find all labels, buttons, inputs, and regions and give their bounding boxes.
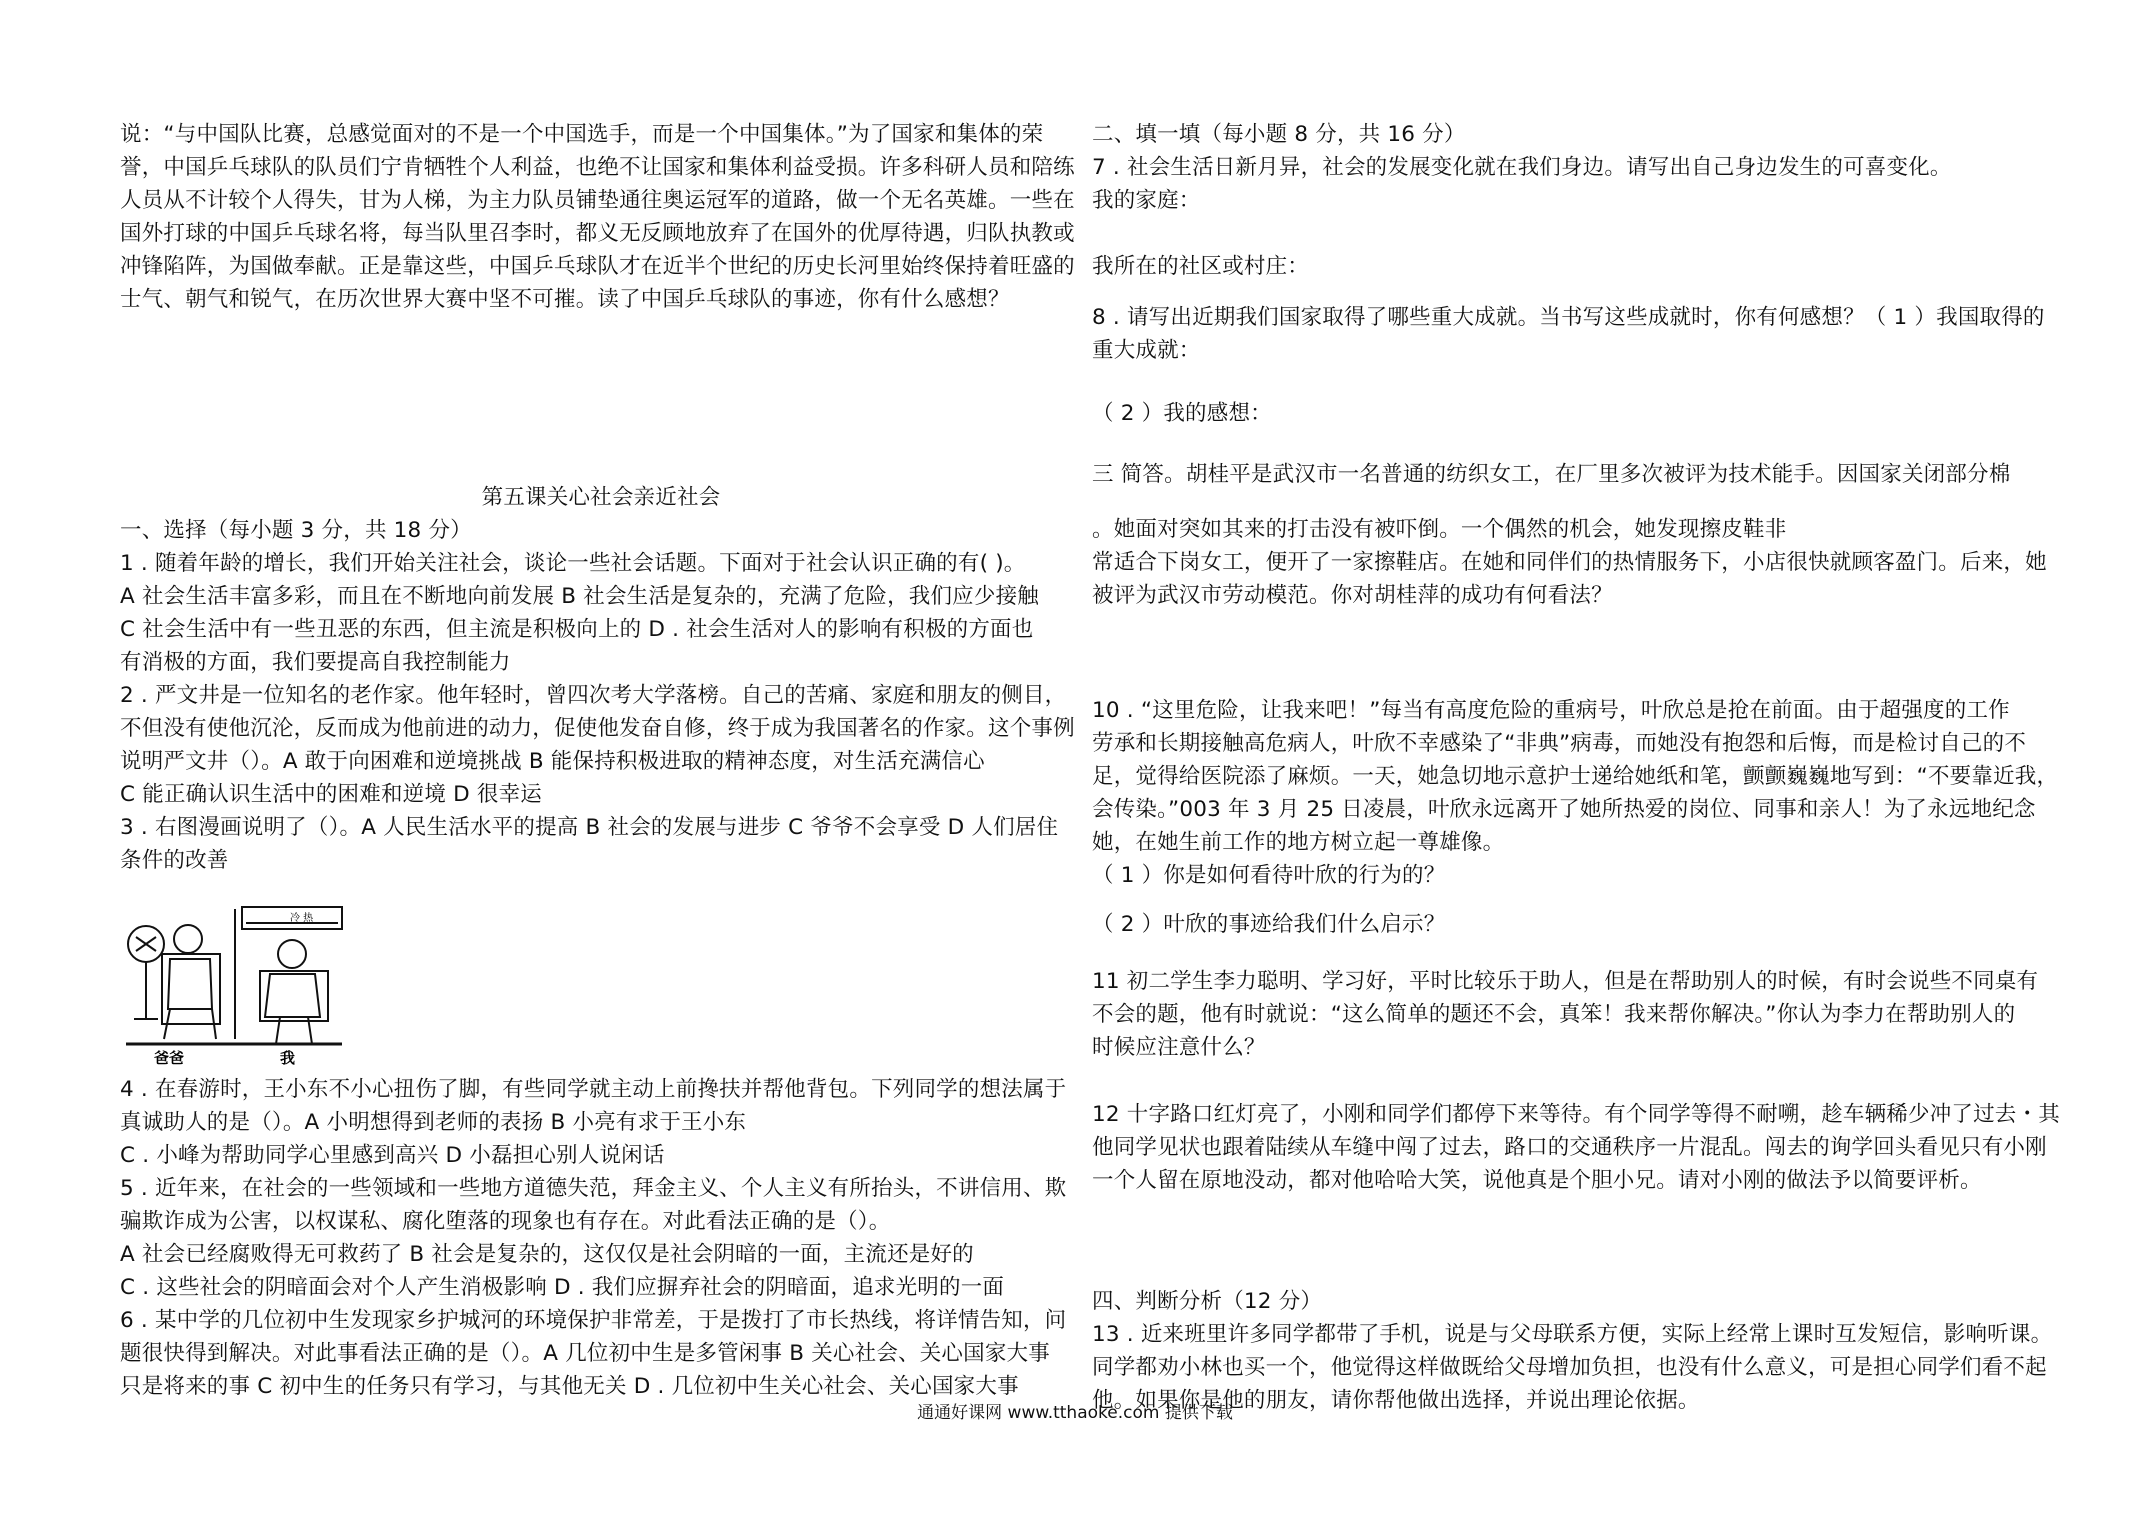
question-line: 同学都劝小林也买一个，他觉得这样做既给父母增加负担，也没有什么意义，可是担心同学们看不起 bbox=[1092, 1355, 2047, 1380]
section-heading: 二、填一填（每小题 8 分，共 16 分） bbox=[1092, 122, 1466, 147]
question-line: 8 . 请写出近期我们国家取得了哪些重大成就。当书写这些成就时，你有何感想？（ 1 ）我国取得的 bbox=[1092, 305, 2045, 330]
question-line: 被评为武汉市劳动模范。你对胡桂萍的成功有何看法？ bbox=[1092, 583, 1613, 608]
question-line: （ 1 ）你是如何看待叶欣的行为的？ bbox=[1092, 863, 1446, 888]
question-line: 题很快得到解决。对此事看法正确的是（）。A 几位初中生是多管闲事 B 关心社会、关心国家大事 bbox=[120, 1341, 1050, 1366]
section-heading: 一、选择（每小题 3 分，共 18 分） bbox=[120, 518, 472, 543]
section-heading: 四、判断分析（12 分） bbox=[1092, 1289, 1323, 1314]
question-line: 4 . 在春游时，王小东不小心扭伤了脚，有些同学就主动上前搀扶并帮他背包。下列同学的想法属于 bbox=[120, 1077, 1067, 1102]
question-line: A 社会生活丰富多彩，而且在不断地向前发展 B 社会生活是复杂的，充满了危险，我们应少接触 bbox=[120, 584, 1039, 609]
question-line: 12 十字路口红灯亮了，小刚和同学们都停下来等待。有个同学等得不耐嗍，趁车辆稀少冲了过去・其 bbox=[1092, 1102, 2060, 1127]
question-line: 时候应注意什么？ bbox=[1092, 1035, 1266, 1060]
question-line: 6 . 某中学的几位初中生发现家乡护城河的环境保护非常差，于是拨打了市长热线，将详情告知，问 bbox=[120, 1308, 1067, 1333]
question-line: 常适合下岗女工，便开了一家擦鞋店。在她和同伴们的热情服务下，小店很快就顾客盈门。后来，她 bbox=[1092, 550, 2047, 575]
answer-prompt: （ 2 ）我的感想： bbox=[1092, 401, 1272, 426]
question-line: 3 . 右图漫画说明了（）。A 人民生活水平的提高 B 社会的发展与进步 C 爷爷不会享受 D 人们居住 bbox=[120, 815, 1059, 840]
question-line: 7 . 社会生活日新月异，社会的发展变化就在我们身边。请写出自己身边发生的可喜变化。 bbox=[1092, 155, 1952, 180]
answer-prompt: 我所在的社区或村庄： bbox=[1092, 254, 1310, 279]
question-line: 他。如果你是他的朋友，请你帮他做出选择，并说出理论依据。 bbox=[1092, 1388, 1700, 1413]
question-line: 2 . 严文井是一位知名的老作家。他年轻时，曾四次考大学落榜。自己的苦痛、家庭和朋友的侧目， bbox=[120, 683, 1067, 708]
question-line: 说明严文井（）。A 敢于向困难和逆境挑战 B 能保持积极进取的精神态度，对生活充满信心 bbox=[120, 749, 985, 774]
question-line: 劳承和长期接触高危病人，叶欣不幸感染了“非典”病毒，而她没有抱怨和后悔，而是检讨自己的不 bbox=[1092, 731, 2027, 756]
cartoon-label-me: 我 bbox=[280, 1049, 296, 1067]
question-line: 会传染。”003 年 3 月 25 日凌晨，叶欣永远离开了她所热爱的岗位、同事和亲人！为了永远地纪念 bbox=[1092, 797, 2036, 822]
question-line: 他同学见状也跟着陆续从车缝中闯了过去，路口的交通秩序一片混乱。闯去的询学回头看见只有小刚 bbox=[1092, 1135, 2047, 1160]
right-column bbox=[1092, 118, 2060, 1417]
question-line: 10 . “这里危险，让我来吧！”每当有高度危险的重病号，叶欣总是抢在前面。由于超强度的工作 bbox=[1092, 698, 2010, 723]
intro-line: 冲锋陷阵，为国做奉献。正是靠这些，中国乒乓球队才在近半个世纪的历史长河里始终保持着旺盛的 bbox=[120, 254, 1075, 279]
intro-line: 誉，中国乒乓球队的队员们宁肯牺牲个人利益，也绝不让国家和集体利益受损。许多科研人员和陪练 bbox=[120, 155, 1075, 180]
question-line: 5 . 近年来，在社会的一些领域和一些地方道德失范，拜金主义、个人主义有所抬头，不讲信用、欺 bbox=[120, 1176, 1067, 1201]
question-line: 只是将来的事 C 初中生的任务只有学习，与其他无关 D . 几位初中生关心社会、关心国家大事 bbox=[120, 1374, 1019, 1399]
lesson-title: 第五课关心社会亲近社会 bbox=[481, 485, 721, 510]
question-line: 不会的题，他有时就说：“这么简单的题还不会，真笨！我来帮你解决。”你认为李力在帮助别人的 bbox=[1092, 1002, 2016, 1027]
question-line: 三 简答。胡桂平是武汉市一名普通的纺织女工，在厂里多次被评为技术能手。因国家关闭部分棉 bbox=[1092, 462, 2011, 487]
question-line: A 社会已经腐败得无可救药了 B 社会是复杂的，这仅仅是社会阴暗的一面，主流还是好的 bbox=[120, 1242, 974, 1267]
question-line: 真诚助人的是（）。A 小明想得到老师的表扬 B 小亮有求于王小东 bbox=[120, 1110, 747, 1135]
question-line: C 社会生活中有一些丑恶的东西，但主流是积极向上的 D . 社会生活对人的影响有积极的方面也 bbox=[120, 617, 1034, 642]
question-line: C 能正确认识生活中的困难和逆境 D 很幸运 bbox=[120, 782, 542, 807]
intro-line: 士气、朝气和锐气，在历次世界大赛中坚不可摧。读了中国乒乓球队的事迹，你有什么感想？ bbox=[120, 287, 1010, 312]
intro-line: 人员从不计较个人得失，甘为人梯，为主力队员铺垫通往奥运冠军的道路，做一个无名英雄。一些在 bbox=[120, 188, 1075, 213]
question-line: 13 . 近来班里许多同学都带了手机，说是与父母联系方便，实际上经常上课时互发短信，影响听课。 bbox=[1092, 1322, 2053, 1347]
question-line: 有消极的方面，我们要提高自我控制能力 bbox=[120, 650, 511, 675]
ac-sign: 冷 热 bbox=[290, 913, 314, 924]
question-line: 条件的改善 bbox=[120, 848, 229, 873]
intro-line: 国外打球的中国乒乓球名将，每当队里召李时，都义无反顾地放弃了在国外的优厚待遇，归队执教或 bbox=[120, 221, 1075, 246]
question-line: 一个人留在原地没动，都对他哈哈大笑，说他真是个胆小兄。请对小刚的做法予以简要评析。 bbox=[1092, 1168, 1982, 1193]
question-line: 足，觉得给医院添了麻烦。一天，她急切地示意护士递给她纸和笔，颤颤巍巍地写到：“不要靠近我， bbox=[1092, 764, 2059, 789]
question-line: C . 这些社会的阴暗面会对个人产生消极影响 D . 我们应摒弃社会的阴暗面，追求光明的一面 bbox=[120, 1275, 1005, 1300]
left-column bbox=[120, 118, 1082, 1403]
footer-credit: 通通好课网 www.tthaoke.com 提供下载 bbox=[917, 1403, 1233, 1423]
question-line: 11 初二学生李力聪明、学习好，平时比较乐于助人，但是在帮助别人的时候，有时会说些不同桌有 bbox=[1092, 969, 2039, 994]
question-line: 不但没有使他沉沦，反而成为他前进的动力，促使他发奋自修，终于成为我国著名的作家。这个事例 bbox=[120, 716, 1075, 741]
question-line: 。她面对突如其来的打击没有被吓倒。一个偶然的机会，她发现擦皮鞋非 bbox=[1092, 517, 1787, 542]
cartoon-label-dad: 爸爸 bbox=[154, 1049, 185, 1067]
question-line: 重大成就： bbox=[1092, 338, 1201, 363]
question-line: 她，在她生前工作的地方树立起一尊雄像。 bbox=[1092, 830, 1505, 855]
question-line: C . 小峰为帮助同学心里感到高兴 D 小磊担心别人说闲话 bbox=[120, 1143, 665, 1168]
question-line: 骗欺诈成为公害，以权谋私、腐化堕落的现象也有存在。对此看法正确的是（）。 bbox=[120, 1209, 891, 1234]
answer-prompt: 我的家庭： bbox=[1092, 188, 1201, 213]
question-line: （ 2 ）叶欣的事迹给我们什么启示？ bbox=[1092, 912, 1446, 937]
intro-line: 说：“与中国队比赛，总感觉面对的不是一个中国选手，而是一个中国集体。”为了国家和集体的荣 bbox=[120, 122, 1044, 147]
cartoon-illustration bbox=[120, 899, 350, 1069]
question-line: 1 . 随着年龄的增长，我们开始关注社会，谈论一些社会话题。下面对于社会认识正确的有( )。 bbox=[120, 551, 1026, 576]
